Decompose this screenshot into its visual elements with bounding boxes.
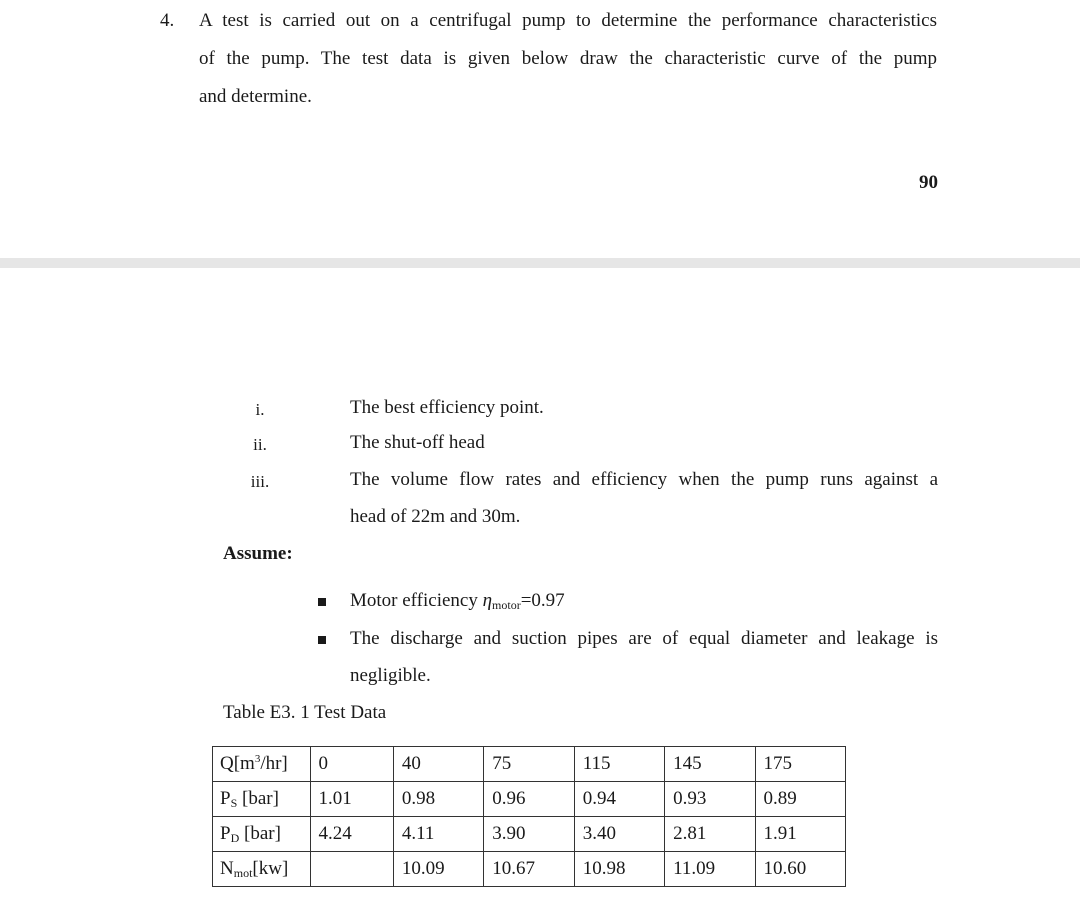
table-cell: 0.89: [755, 782, 845, 817]
question-line-2: of the pump. The test data is given below draw the characteristic curve of the pump: [199, 48, 937, 69]
table-cell: 10.98: [574, 852, 664, 887]
item-text-1: The best efficiency point.: [350, 397, 544, 418]
assume-heading: Assume:: [223, 543, 293, 564]
eta-subscript: motor: [492, 598, 521, 612]
eta-symbol: η: [482, 590, 493, 611]
row-label-suction-pressure: PS [bar]: [213, 782, 311, 817]
table-row: [213, 852, 846, 887]
table-cell: 11.09: [665, 852, 755, 887]
page-separator: [0, 258, 1080, 268]
table-row: [213, 817, 846, 852]
question-line-3: and determine.: [199, 86, 312, 107]
table-cell: 75: [484, 747, 574, 782]
question-number: 4.: [160, 10, 175, 31]
table-cell: 1.91: [755, 817, 845, 852]
page-top: [0, 0, 1080, 258]
table-cell: 0.98: [393, 782, 483, 817]
table-cell: 2.81: [665, 817, 755, 852]
table-caption: Table E3. 1 Test Data: [223, 702, 387, 723]
table-cell: 0.96: [484, 782, 574, 817]
table-cell: 4.24: [310, 817, 393, 852]
table-row: [213, 782, 846, 817]
table-cell: [310, 852, 393, 887]
assumption-pipes-line-2: negligible.: [350, 665, 431, 686]
row-label-motor-power: Nmot[kw]: [213, 852, 311, 887]
item-text-3-line-2: head of 22m and 30m.: [350, 506, 521, 527]
table-cell: 10.67: [484, 852, 574, 887]
table-cell: 0.93: [665, 782, 755, 817]
table-cell: 145: [665, 747, 755, 782]
table-cell: 115: [574, 747, 664, 782]
table-cell: 0.94: [574, 782, 664, 817]
table-cell: 10.09: [393, 852, 483, 887]
table-cell: 0: [310, 747, 393, 782]
table-cell: 4.11: [393, 817, 483, 852]
assumption-motor-efficiency: [350, 590, 938, 612]
table-cell: 3.40: [574, 817, 664, 852]
row-label-flow: $Q[m^3/hr]$: [213, 747, 311, 782]
item-numeral-3: iii.: [250, 472, 270, 491]
table-cell: 175: [755, 747, 845, 782]
item-text-3-line-1: The volume flow rates and efficiency when the pump runs against a: [350, 469, 938, 490]
table-cell: 3.90: [484, 817, 574, 852]
row-label-discharge-pressure: PD [bar]: [213, 817, 311, 852]
motor-efficiency-value: =0.97: [520, 590, 565, 611]
item-numeral-1: i.: [255, 400, 265, 419]
question-line-1: A test is carried out on a centrifugal pump to determine the performance characteristics: [199, 10, 937, 31]
bullet-icon: [318, 636, 326, 644]
table-row: [213, 747, 846, 782]
item-numeral-2: ii.: [253, 435, 267, 454]
bullet-icon: [318, 598, 326, 606]
test-data-table: [212, 746, 846, 887]
assumption-pipes-line-1: The discharge and suction pipes are of equal diameter and leakage is: [350, 628, 938, 649]
table-cell: 1.01: [310, 782, 393, 817]
page-number: 90: [919, 172, 938, 193]
motor-efficiency-label: Motor efficiency: [350, 590, 478, 611]
table-cell: 40: [393, 747, 483, 782]
table-cell: 10.60: [755, 852, 845, 887]
item-text-2: The shut-off head: [350, 432, 485, 453]
